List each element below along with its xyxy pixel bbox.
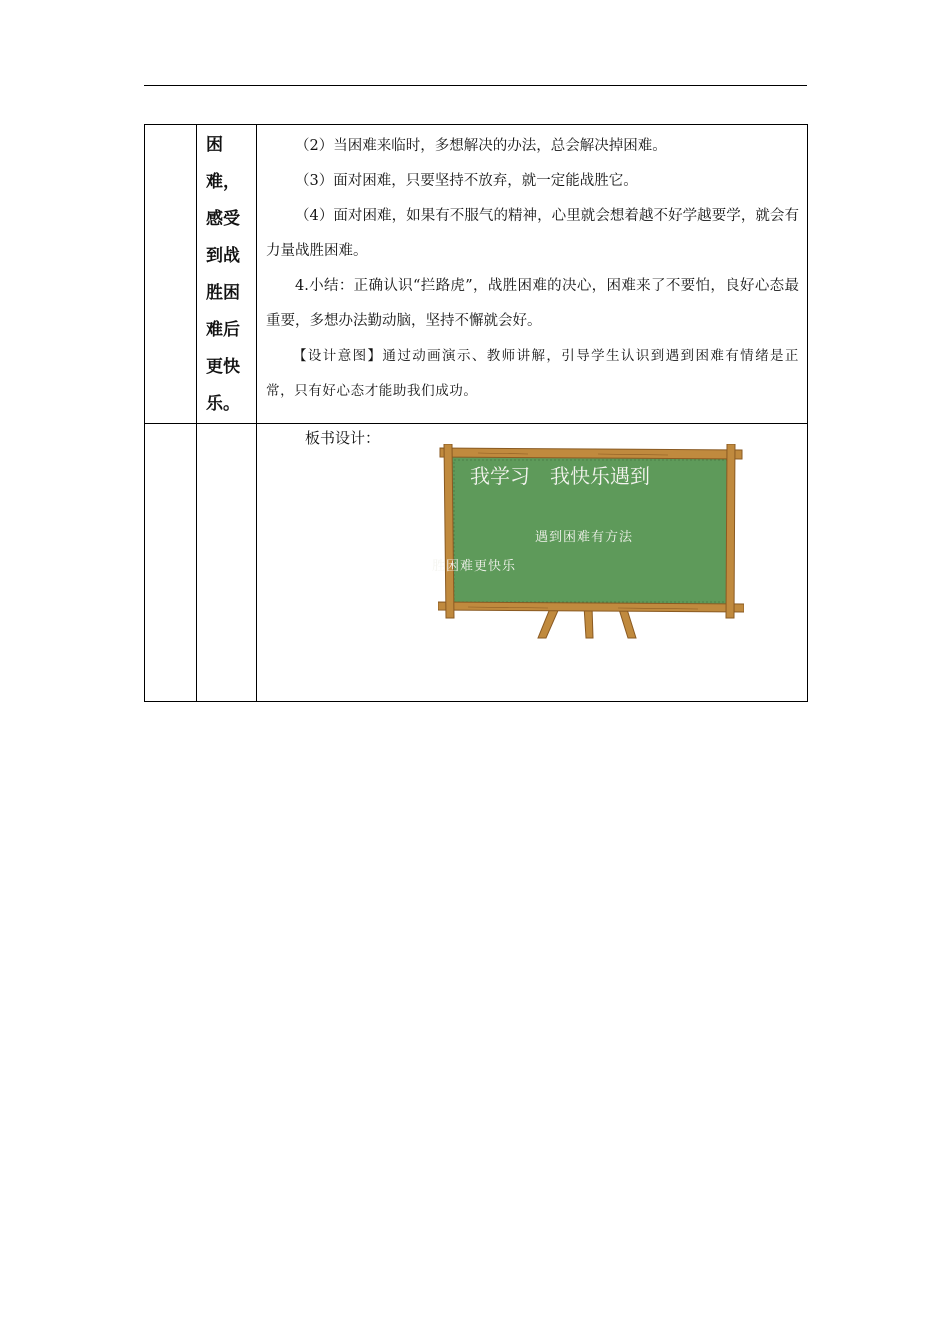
table-row (145, 125, 808, 424)
paragraph: （4）面对困难，如果有不服气的精神，心里就会想着越不好学越要学，就会有力量战胜困难。 (266, 208, 799, 259)
paragraph: （3）面对困难，只要坚持不放弃，就一定能战胜它。 (295, 173, 638, 189)
design-intent: 【设计意图】通过动画演示、教师讲解，引导学生认识到遇到困难有情绪是正常，只有好心态才能助我们成功。 (266, 348, 799, 399)
goal-cell (197, 424, 257, 702)
step-cell (145, 125, 197, 424)
header-rule (144, 85, 807, 86)
summary-paragraph: 4.小结：正确认识“拦路虎”，战胜困难的决心，困难来了不要怕，良好心态最重要，多想办法勤动脑，坚持不懈就会好。 (266, 278, 799, 329)
content-cell (257, 125, 808, 424)
board-design-label: 板书设计： (305, 429, 381, 447)
paragraph: （2）当困难来临时，多想解决的办法，总会解决掉困难。 (295, 138, 667, 154)
goal-cell (197, 125, 257, 424)
board-line-2: 遇到困难有方法 (535, 530, 634, 545)
chalkboard-image (432, 444, 744, 640)
board-line-1: 我学习 我快乐遇到 (470, 464, 650, 488)
step-cell (145, 424, 197, 702)
goal-text: 困难，感受到战胜困难后更快乐。 (206, 135, 240, 414)
board-line-3: 胜困难更快乐 (432, 559, 517, 574)
